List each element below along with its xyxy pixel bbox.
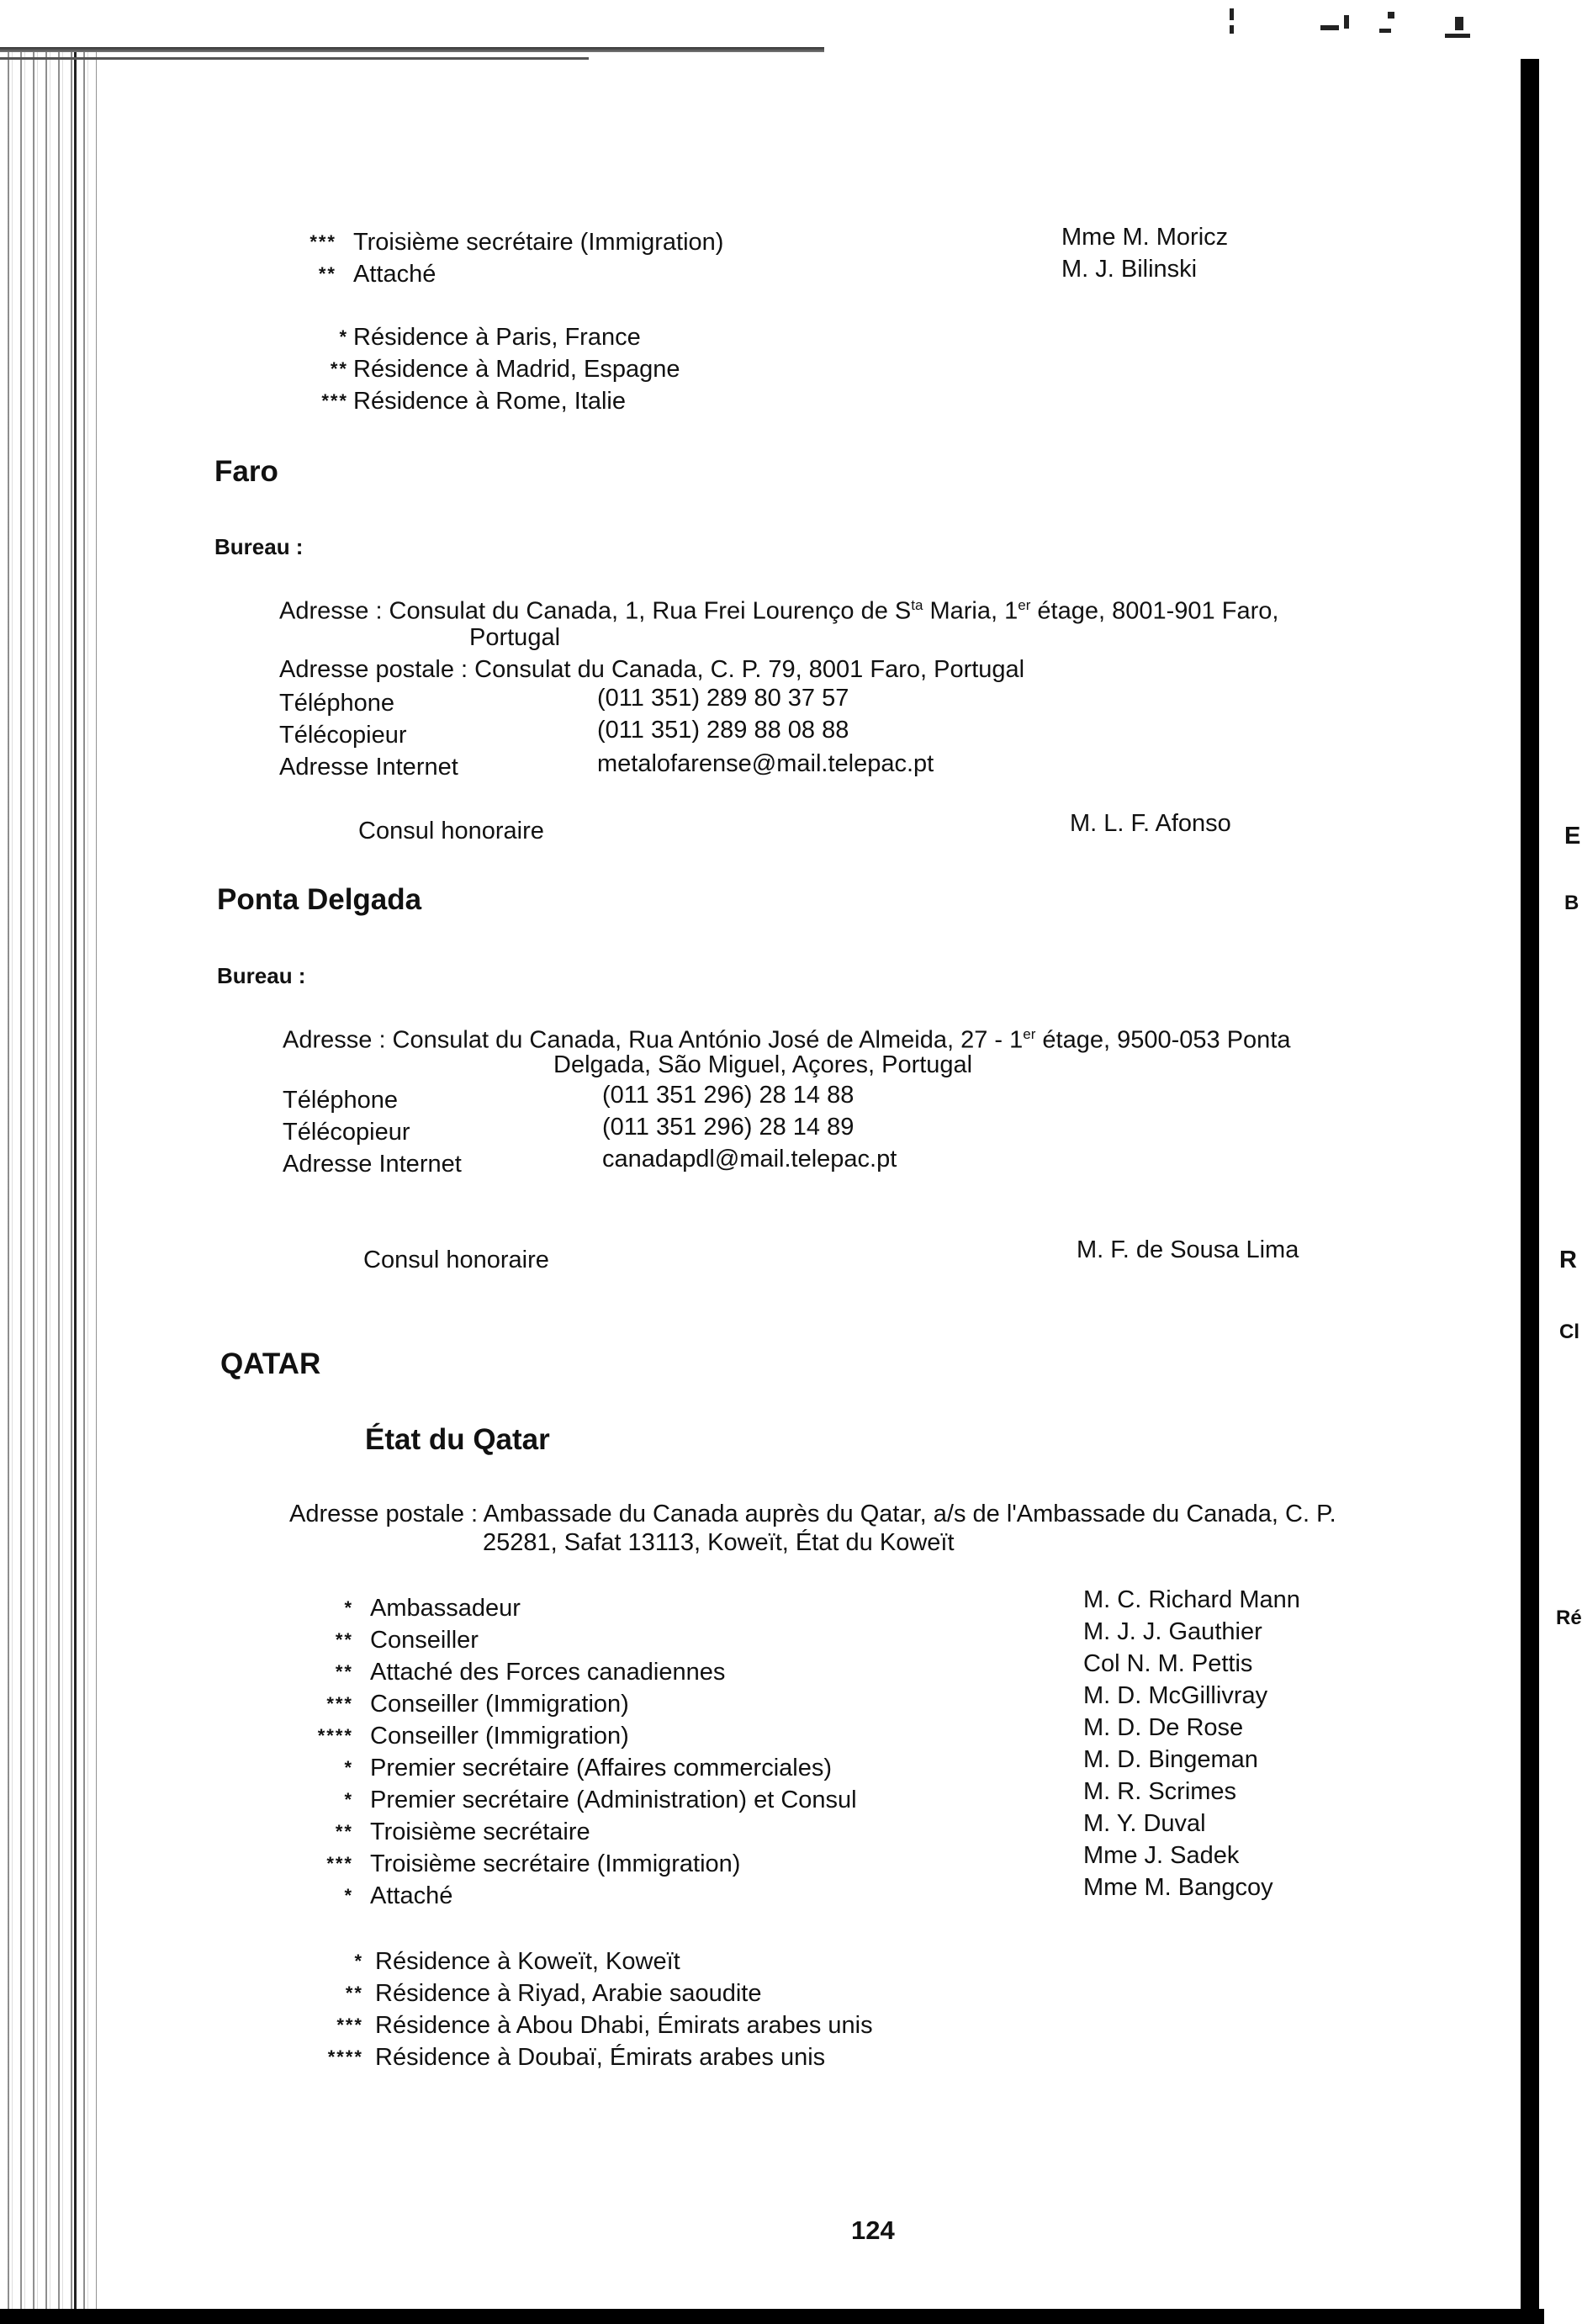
residence-note: Résidence à Abou Dhabi, Émirats arabes unis (375, 2012, 873, 2039)
marker: *** (321, 390, 348, 411)
person-name: Mme M. Bangcoy (1083, 1874, 1273, 1901)
marker: *** (336, 2014, 363, 2035)
role-label: Consul honoraire (358, 818, 544, 844)
person-name: M. D. McGillivray (1083, 1682, 1268, 1709)
phone-value: (011 351 296) 28 14 88 (602, 1082, 854, 1109)
scan-right-bar (1521, 59, 1539, 2324)
scan-edge-line (74, 50, 77, 2324)
country-title-qatar: QATAR (220, 1347, 321, 1380)
position-label: Attaché (370, 1882, 453, 1909)
person-name: M. J. J. Gauthier (1083, 1618, 1262, 1645)
web-label: Adresse Internet (283, 1151, 462, 1178)
fax-label: Télécopieur (279, 722, 407, 749)
marker: *** (326, 1853, 353, 1874)
residence-note: Résidence à Rome, Italie (353, 388, 626, 415)
marker: ** (318, 263, 336, 284)
bureau-label: Bureau : (214, 534, 304, 559)
section-title-ponta-delgada: Ponta Delgada (217, 883, 422, 916)
marker: * (354, 1951, 363, 1972)
address-line: Adresse : Consulat du Canada, Rua António José de Almeida, 27 - 1er étage, 9500-053 Ponta (283, 1026, 1291, 1054)
marker: ** (335, 1629, 353, 1650)
web-value: canadapdl@mail.telepac.pt (602, 1146, 897, 1173)
person-name: M. C. Richard Mann (1083, 1586, 1300, 1613)
marker: ** (330, 358, 348, 379)
web-label: Adresse Internet (279, 754, 458, 781)
phone-label: Téléphone (279, 690, 395, 717)
person-name: Mme J. Sadek (1083, 1842, 1240, 1869)
person-name: M. R. Scrimes (1083, 1778, 1237, 1805)
position-label: Ambassadeur (370, 1595, 521, 1622)
address-line: Portugal (469, 624, 561, 651)
fax-value: (011 351 296) 28 14 89 (602, 1114, 854, 1141)
marker: *** (310, 231, 336, 252)
position-label: Attaché des Forces canadiennes (370, 1659, 726, 1686)
person-name: Mme M. Moricz (1061, 224, 1229, 251)
marker: *** (326, 1693, 353, 1714)
fax-label: Télécopieur (283, 1119, 410, 1146)
adjacent-page-strip (1544, 0, 1579, 2324)
web-value: metalofarense@mail.telepac.pt (597, 750, 934, 777)
marker: ** (335, 1821, 353, 1842)
edge-fragment: Cl (1559, 1321, 1579, 1343)
marker: * (339, 326, 348, 347)
residence-note: Résidence à Doubaï, Émirats arabes unis (375, 2044, 826, 2071)
address-line: Adresse : Consulat du Canada, 1, Rua Frei Lourenço de $S^{ta}$ Maria, 1er étage, 8001-901 Faro, (279, 597, 1279, 625)
phone-label: Téléphone (283, 1087, 399, 1114)
marker: **** (327, 2046, 363, 2067)
edge-fragment: B (1564, 892, 1579, 914)
edge-fragment: Ré (1556, 1607, 1582, 1629)
position-label: Troisième secrétaire (370, 1818, 590, 1845)
phone-value: (011 351) 289 80 37 57 (597, 685, 849, 712)
scan-edge-left (0, 50, 97, 2324)
residence-note: Résidence à Riyad, Arabie saoudite (375, 1980, 762, 2007)
bureau-label: Bureau : (217, 963, 306, 988)
marker: ** (335, 1661, 353, 1682)
scan-top-rule (0, 47, 824, 52)
marker: **** (317, 1725, 353, 1746)
scan-top-rule-secondary (0, 57, 589, 60)
edge-fragment: R (1559, 1247, 1577, 1273)
person-name: M. D. De Rose (1083, 1714, 1244, 1741)
role-label: Consul honoraire (363, 1247, 549, 1273)
residence-note: Résidence à Madrid, Espagne (353, 356, 680, 383)
page-number: 124 (851, 2215, 895, 2245)
residence-note: Résidence à Koweït, Koweït (375, 1948, 680, 1975)
position-label: Conseiller (Immigration) (370, 1723, 629, 1750)
position-label: Attaché (353, 261, 437, 288)
section-title-faro: Faro (214, 455, 278, 488)
postal-address-line2: 25281, Safat 13113, Koweït, État du Koweït (483, 1529, 955, 1556)
state-title: État du Qatar (365, 1423, 550, 1456)
address-line: Delgada, São Miguel, Açores, Portugal (553, 1051, 973, 1078)
postal-address: Adresse postale : Ambassade du Canada auprès du Qatar, a/s de l'Ambassade du Canada, C. P. (289, 1501, 1336, 1527)
residence-note: Résidence à Paris, France (353, 324, 641, 351)
marker: * (344, 1885, 353, 1906)
person-name: Col N. M. Pettis (1083, 1650, 1253, 1677)
marker: ** (345, 1983, 363, 2004)
edge-fragment: E (1564, 823, 1581, 850)
fax-value: (011 351) 289 88 08 88 (597, 717, 849, 744)
position-label: Troisième secrétaire (Immigration) (353, 229, 724, 256)
scan-noise (1220, 0, 1497, 50)
marker: * (344, 1789, 353, 1810)
person-name: M. Y. Duval (1083, 1810, 1206, 1837)
person-name: M. F. de Sousa Lima (1077, 1236, 1299, 1263)
person-name: M. L. F. Afonso (1070, 810, 1231, 837)
position-label: Conseiller (Immigration) (370, 1691, 629, 1718)
position-label: Troisième secrétaire (Immigration) (370, 1850, 741, 1877)
marker: * (344, 1757, 353, 1778)
person-name: M. J. Bilinski (1061, 256, 1198, 283)
position-label: Premier secrétaire (Affaires commerciales) (370, 1755, 832, 1781)
position-label: Conseiller (370, 1627, 479, 1654)
position-label: Premier secrétaire (Administration) et Consul (370, 1787, 857, 1813)
marker: * (344, 1597, 353, 1618)
scan-bottom-bar (0, 2309, 1579, 2324)
postal-address: Adresse postale : Consulat du Canada, C. P. 79, 8001 Faro, Portugal (279, 656, 1025, 683)
person-name: M. D. Bingeman (1083, 1746, 1258, 1773)
